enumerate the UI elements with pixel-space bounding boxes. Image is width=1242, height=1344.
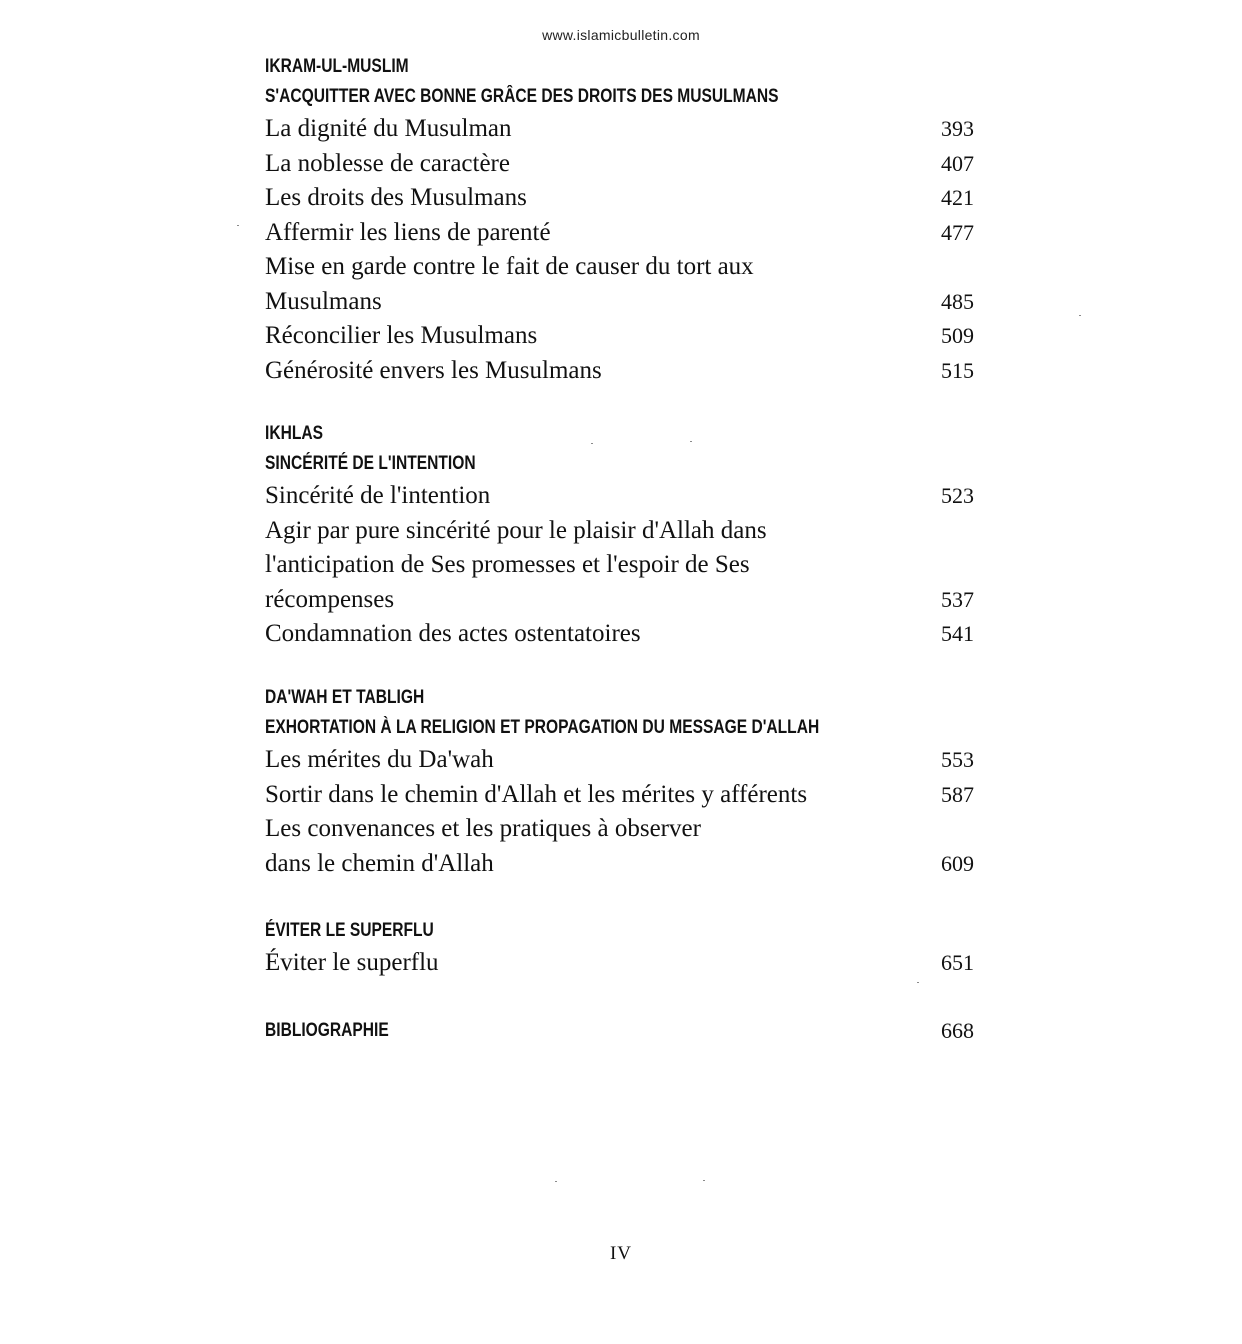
entry-title-line: dans le chemin d'Allah [265,849,494,877]
scan-speck [237,225,239,226]
toc-entry [265,216,985,251]
entry-page-number: 537 [941,586,974,612]
toc-entry [265,181,985,216]
section-heading: IKRAM-UL-MUSLIM [265,56,409,77]
bibliography-page-number: 668 [941,1018,974,1043]
section-heading: IKHLAS [265,423,324,444]
entry-page-number: 553 [941,747,974,772]
entry-page-number: 407 [941,150,974,176]
section-subheading: SINCÉRITÉ DE L'INTENTION [265,453,476,474]
scan-speck [703,1180,705,1181]
scan-speck [917,982,919,983]
section-subheading: EXHORTATION À LA RELIGION ET PROPAGATION DU MESSAGE D'ALLAH [265,717,820,738]
page-number-footer: IV [609,1243,633,1264]
toc-entry [265,778,985,813]
entry-title: Éviter le superflu [265,949,439,976]
entry-page-number: 515 [941,357,974,383]
site-url: www.islamicbulletin.com [542,27,700,43]
entry-title: Sincérité de l'intention [265,482,491,509]
toc-entry [265,946,985,981]
toc-entry [265,147,985,182]
entry-title-line: Mise en garde contre le fait de causer du tort aux [265,253,754,280]
entry-title-line: l'anticipation de Ses promesses et l'espoir de Ses [265,551,750,578]
section-heading: DA'WAH ET TABLIGH [265,687,425,708]
toc-entry [265,319,985,354]
toc-entry [265,617,985,652]
toc-section-ikhlas [265,419,985,652]
toc-section-ikram-ul-muslim [265,52,985,388]
entry-title: Condamnation des actes ostentatoires [265,620,641,647]
toc-entry [265,112,985,147]
toc-entry [265,514,985,618]
entry-page-number: 485 [941,288,974,314]
entry-page-number: 609 [941,850,974,876]
entry-title: La dignité du Musulman [265,115,512,142]
bibliography-row [265,1016,985,1046]
entry-page-number: 509 [941,323,974,348]
scan-speck [690,441,692,442]
entry-page-number: 523 [941,483,974,508]
entry-title: La noblesse de caractère [265,149,510,177]
entry-title: Sortir dans le chemin d'Allah et les mérites y afférents [265,780,808,808]
toc-entry [265,250,985,319]
entry-page-number: 393 [941,116,974,141]
entry-title-line: récompenses [265,585,395,613]
entry-title-line: Agir par pure sincérité pour le plaisir d'Allah dans [265,516,767,544]
entry-page-number: 587 [941,781,974,807]
toc-section-dawah-et-tabligh [265,683,985,881]
entry-title: Réconcilier les Musulmans [265,322,538,349]
entry-page-number: 541 [941,621,974,646]
scan-speck [555,1181,557,1182]
toc-section-eviter-le-superflu [265,916,985,981]
entry-title: Les mérites du Da'wah [265,746,494,773]
scan-speck [591,443,593,444]
section-subheading: S'ACQUITTER AVEC BONNE GRÂCE DES DROITS DES MUSULMANS [265,86,779,107]
entry-title: Les droits des Musulmans [265,184,527,211]
toc-entry [265,479,985,514]
entry-title: Générosité envers les Musulmans [265,356,602,384]
toc-entry [265,354,985,389]
entry-page-number: 477 [941,219,974,245]
entry-title-line: Musulmans [265,287,382,315]
entry-page-number: 651 [941,950,974,975]
toc-entry [265,812,985,881]
toc-entry [265,743,985,778]
entry-title: Affermir les liens de parenté [265,218,551,246]
entry-page-number: 421 [941,185,974,210]
scan-speck [1079,315,1081,316]
bibliography-heading: BIBLIOGRAPHIE [265,1020,389,1041]
toc-section-bibliographie [265,1016,985,1046]
section-heading: ÉVITER LE SUPERFLU [265,920,434,941]
entry-title-line: Les convenances et les pratiques à observer [265,815,701,842]
